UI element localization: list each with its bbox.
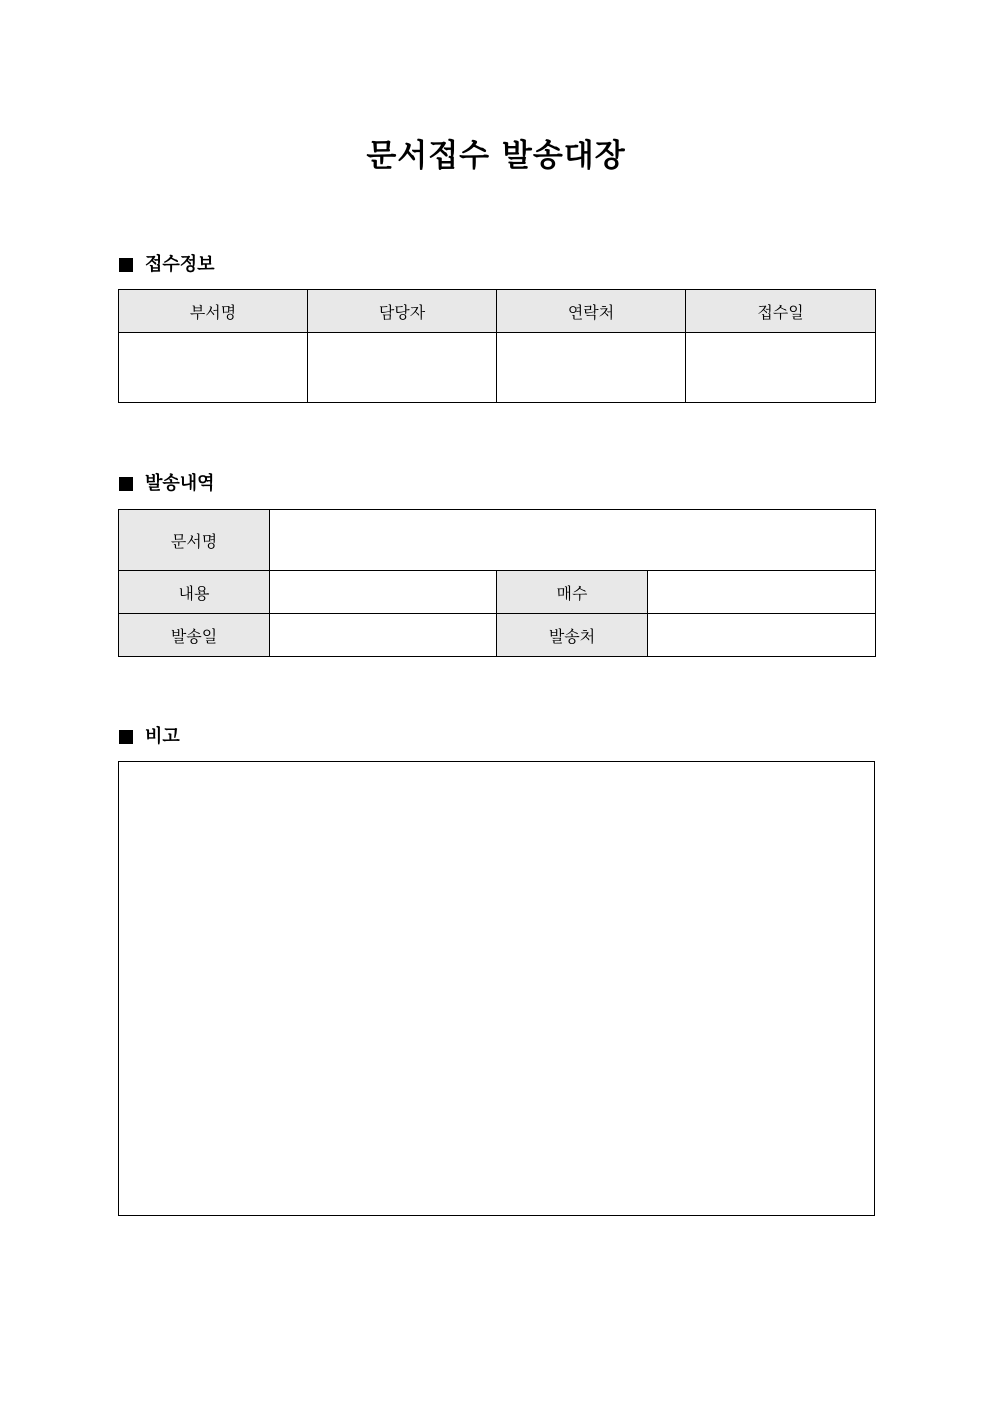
department-field[interactable] [119,333,308,403]
document-name-label: 문서명 [119,510,270,571]
reception-header-row [119,290,876,333]
section-heading-reception-label: 접수정보 [145,254,215,275]
contact-field[interactable] [497,333,686,403]
copies-field[interactable] [648,571,876,614]
section-heading-reception [119,253,215,277]
section-heading-dispatch-label: 발송내역 [145,473,215,494]
reception-value-row [119,333,876,403]
square-bullet-icon [119,258,133,272]
person-in-charge-header: 담당자 [308,290,497,333]
document-name-row [119,510,876,571]
document-name-field[interactable] [270,510,876,571]
recipient-field[interactable] [648,614,876,657]
content-field[interactable] [270,571,497,614]
send-date-field[interactable] [270,614,497,657]
recipient-label: 발송처 [497,614,648,657]
content-label: 내용 [119,571,270,614]
person-in-charge-field[interactable] [308,333,497,403]
contact-header: 연락처 [497,290,686,333]
reception-info-table [118,289,876,403]
section-heading-remarks-label: 비고 [145,726,180,747]
send-date-label: 발송일 [119,614,270,657]
send-date-recipient-row [119,614,876,657]
copies-label: 매수 [497,571,648,614]
dispatch-details-table [118,509,876,657]
reception-date-field[interactable] [686,333,876,403]
remarks-field[interactable] [118,761,875,1216]
reception-date-header: 접수일 [686,290,876,333]
content-copies-row [119,571,876,614]
square-bullet-icon [119,730,133,744]
section-heading-remarks [119,725,180,749]
square-bullet-icon [119,477,133,491]
page-title: 문서접수 발송대장 [366,138,626,174]
section-heading-dispatch [119,472,215,496]
department-header: 부서명 [119,290,308,333]
